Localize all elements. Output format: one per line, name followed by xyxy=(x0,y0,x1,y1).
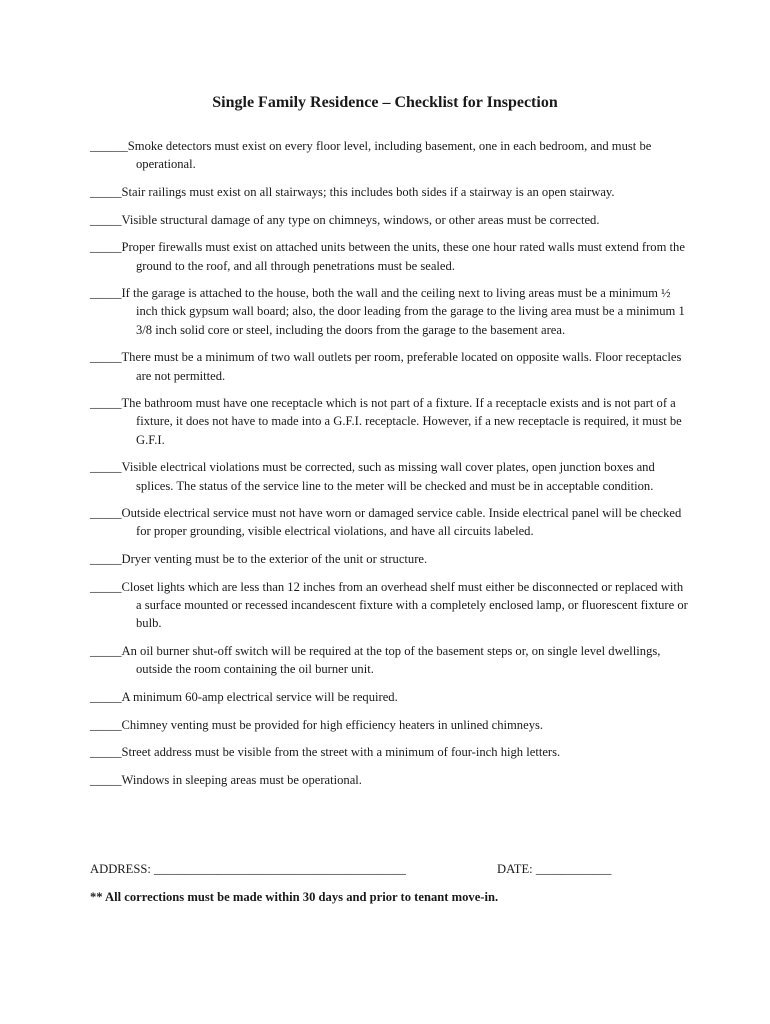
address-field[interactable]: ________________________________________ xyxy=(154,862,406,876)
checkbox-blank: _____ xyxy=(90,240,122,255)
item-text: Visible electrical violations must be corrected, such as missing wall cover plates, open junction boxes and splices. The status of the service line to the meter will be checked and must be in acceptable condition. xyxy=(121,460,655,493)
item-text: Dryer venting must be to the exterior of the unit or structure. xyxy=(121,552,428,567)
checklist-item xyxy=(90,642,690,678)
checklist-item xyxy=(90,771,690,789)
checklist-item xyxy=(90,137,690,173)
checkbox-blank: _____ xyxy=(90,212,122,227)
checkbox-blank: _____ xyxy=(90,460,122,475)
item-text: Windows in sleeping areas must be operational. xyxy=(121,772,362,787)
item-text: An oil burner shut-off switch will be required at the top of the basement steps or, on single level dwellings, outside the room containing the oil burner unit. xyxy=(121,643,661,677)
checkbox-blank: _____ xyxy=(90,772,122,787)
item-text: A minimum 60-amp electrical service will be required. xyxy=(121,689,398,704)
checklist-item xyxy=(90,183,690,201)
checklist xyxy=(90,137,690,799)
checkbox-blank: _____ xyxy=(90,396,122,411)
checkbox-blank: _____ xyxy=(90,350,122,365)
item-text: Chimney venting must be provided for high efficiency heaters in unlined chimneys. xyxy=(121,717,544,732)
item-text: Closet lights which are less than 12 inches from an overhead shelf must either be disconnected or replaced with a surface mounted or recessed incandescent fixture with a completely enclosed lamp, or fluorescent fixture or bulb. xyxy=(121,579,688,631)
date-label: DATE: xyxy=(497,862,533,876)
address-label: ADDRESS: xyxy=(90,862,151,876)
checklist-item xyxy=(90,211,690,229)
checklist-item xyxy=(90,504,690,540)
item-text: Outside electrical service must not have worn or damaged service cable. Inside electrical panel will be checked for proper grounding, visible electrical violations, and have all circuits labeled. xyxy=(121,506,682,539)
item-text: Street address must be visible from the street with a minimum of four-inch high letters. xyxy=(121,745,561,760)
item-text: Proper firewalls must exist on attached units between the units, these one hour rated walls must extend from the ground to the roof, and all through penetrations must be sealed. xyxy=(121,240,685,273)
checklist-item xyxy=(90,284,690,339)
item-text: The bathroom must have one receptacle which is not part of a fixture. If a receptacle exists and is not part of a fixture, it does not have to made into a G.F.I. receptacle. However, if a new receptacle is required, it must be G.F.I. xyxy=(121,396,682,447)
date-field[interactable]: ____________ xyxy=(535,862,612,876)
date-group xyxy=(497,860,611,878)
checklist-item xyxy=(90,348,690,384)
checklist-item xyxy=(90,550,690,568)
checklist-item xyxy=(90,743,690,761)
checkbox-blank: _____ xyxy=(90,579,122,594)
item-text: If the garage is attached to the house, both the wall and the ceiling next to living areas must be a minimum ½ inch thick gypsum wall board; also, the door leading from the garage to the living area must be a minimum 1 3/8 inch solid core or steel, including the doors from the garage to the basement area. xyxy=(121,286,685,337)
checkbox-blank: _____ xyxy=(90,286,122,301)
checkbox-blank: _____ xyxy=(90,745,122,760)
checkbox-blank: _____ xyxy=(90,506,122,521)
checklist-item xyxy=(90,578,690,633)
checkbox-blank: _____ xyxy=(90,552,122,567)
checklist-item xyxy=(90,458,690,494)
address-date-line xyxy=(90,860,690,878)
item-text: Visible structural damage of any type on chimneys, windows, or other areas must be corrected. xyxy=(121,212,600,227)
page-title: Single Family Residence – Checklist for Inspection xyxy=(212,94,558,111)
checkbox-blank: ______ xyxy=(90,139,128,153)
item-text: Smoke detectors must exist on every floor level, including basement, one in each bedroom, and must be operational. xyxy=(127,139,652,172)
checkbox-blank: _____ xyxy=(90,717,122,732)
checklist-item xyxy=(90,688,690,706)
checkbox-blank: _____ xyxy=(90,689,122,704)
checklist-item xyxy=(90,394,690,449)
checkbox-blank: _____ xyxy=(90,643,122,658)
checklist-item xyxy=(90,716,690,734)
checkbox-blank: _____ xyxy=(90,184,122,199)
checklist-item xyxy=(90,238,690,274)
item-text: Stair railings must exist on all stairways; this includes both sides if a stairway is an open stairway. xyxy=(121,184,615,199)
item-text: There must be a minimum of two wall outlets per room, preferable located on opposite walls. Floor receptacles are not permitted. xyxy=(121,350,682,383)
corrections-notice: ** All corrections must be made within 30 days and prior to tenant move-in. xyxy=(90,890,499,904)
